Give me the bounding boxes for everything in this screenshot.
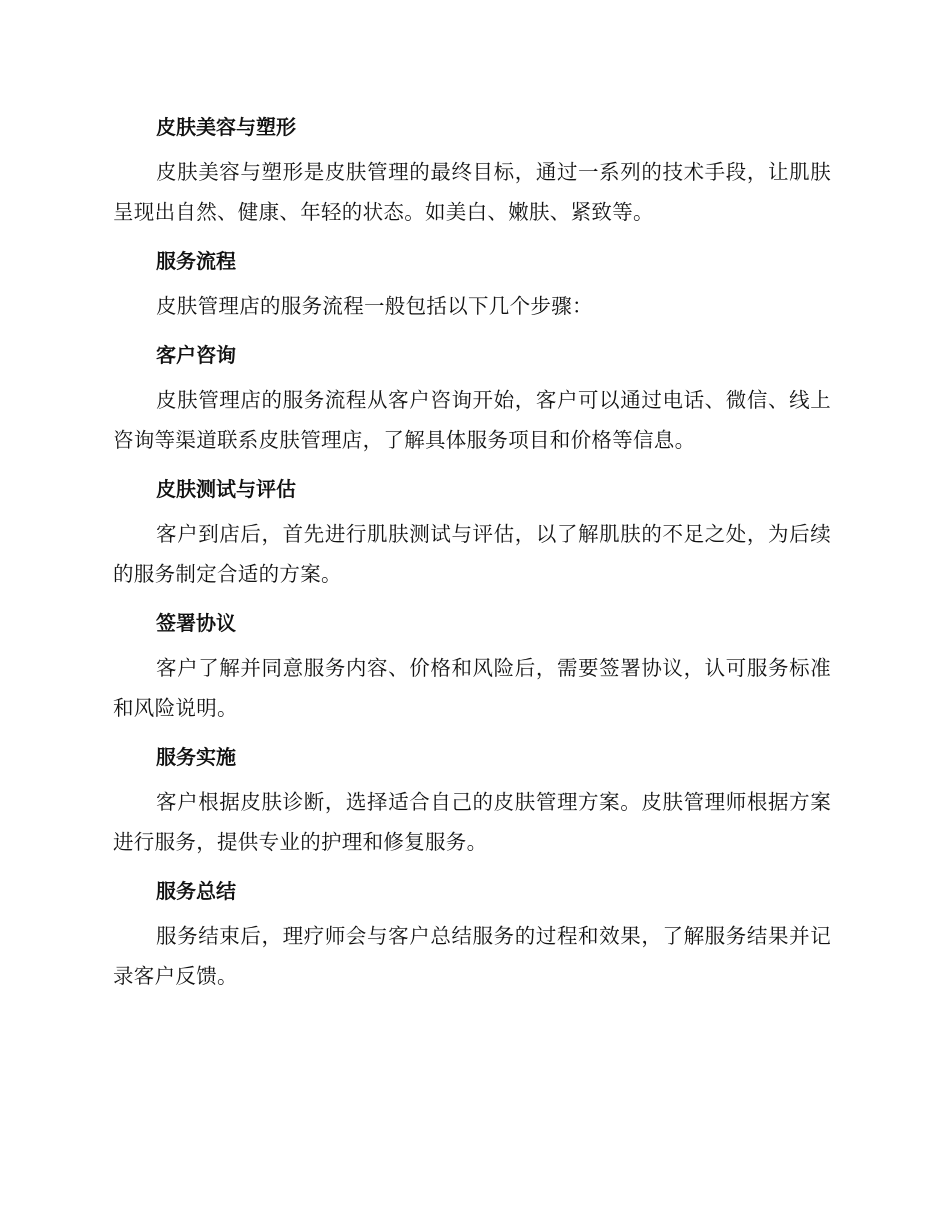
section-heading: 皮肤测试与评估: [156, 477, 296, 501]
section-paragraph: 皮肤管理店的服务流程一般包括以下几个步骤：: [156, 294, 593, 318]
section-paragraph: 客户根据皮肤诊断，选择适合自己的皮肤管理方案。皮肤管理师根据方案进行服务，提供专业的护理和修复服务。: [113, 790, 831, 854]
section-heading: 服务流程: [156, 249, 236, 273]
section-paragraph: 皮肤美容与塑形是皮肤管理的最终目标，通过一系列的技术手段，让肌肤呈现出自然、健康、年轻的状态。如美白、嫩肤、紧致等。: [113, 160, 831, 224]
section-heading: 签署协议: [156, 611, 236, 635]
section-heading: 客户咨询: [156, 343, 236, 367]
section-paragraph: 客户到店后，首先进行肌肤测试与评估，以了解肌肤的不足之处，为后续的服务制定合适的方案。: [113, 522, 831, 586]
section-paragraph: 皮肤管理店的服务流程从客户咨询开始，客户可以通过电话、微信、线上咨询等渠道联系皮肤管理店，了解具体服务项目和价格等信息。: [113, 388, 831, 452]
document-body: [113, 108, 831, 1006]
section-heading: 皮肤美容与塑形: [156, 115, 296, 139]
section-paragraph: 服务结束后，理疗师会与客户总结服务的过程和效果，了解服务结果并记录客户反馈。: [113, 924, 831, 988]
section-heading: 服务实施: [156, 745, 236, 769]
section-heading: 服务总结: [156, 879, 236, 903]
section-paragraph: 客户了解并同意服务内容、价格和风险后，需要签署协议，认可服务标准和风险说明。: [113, 656, 831, 720]
